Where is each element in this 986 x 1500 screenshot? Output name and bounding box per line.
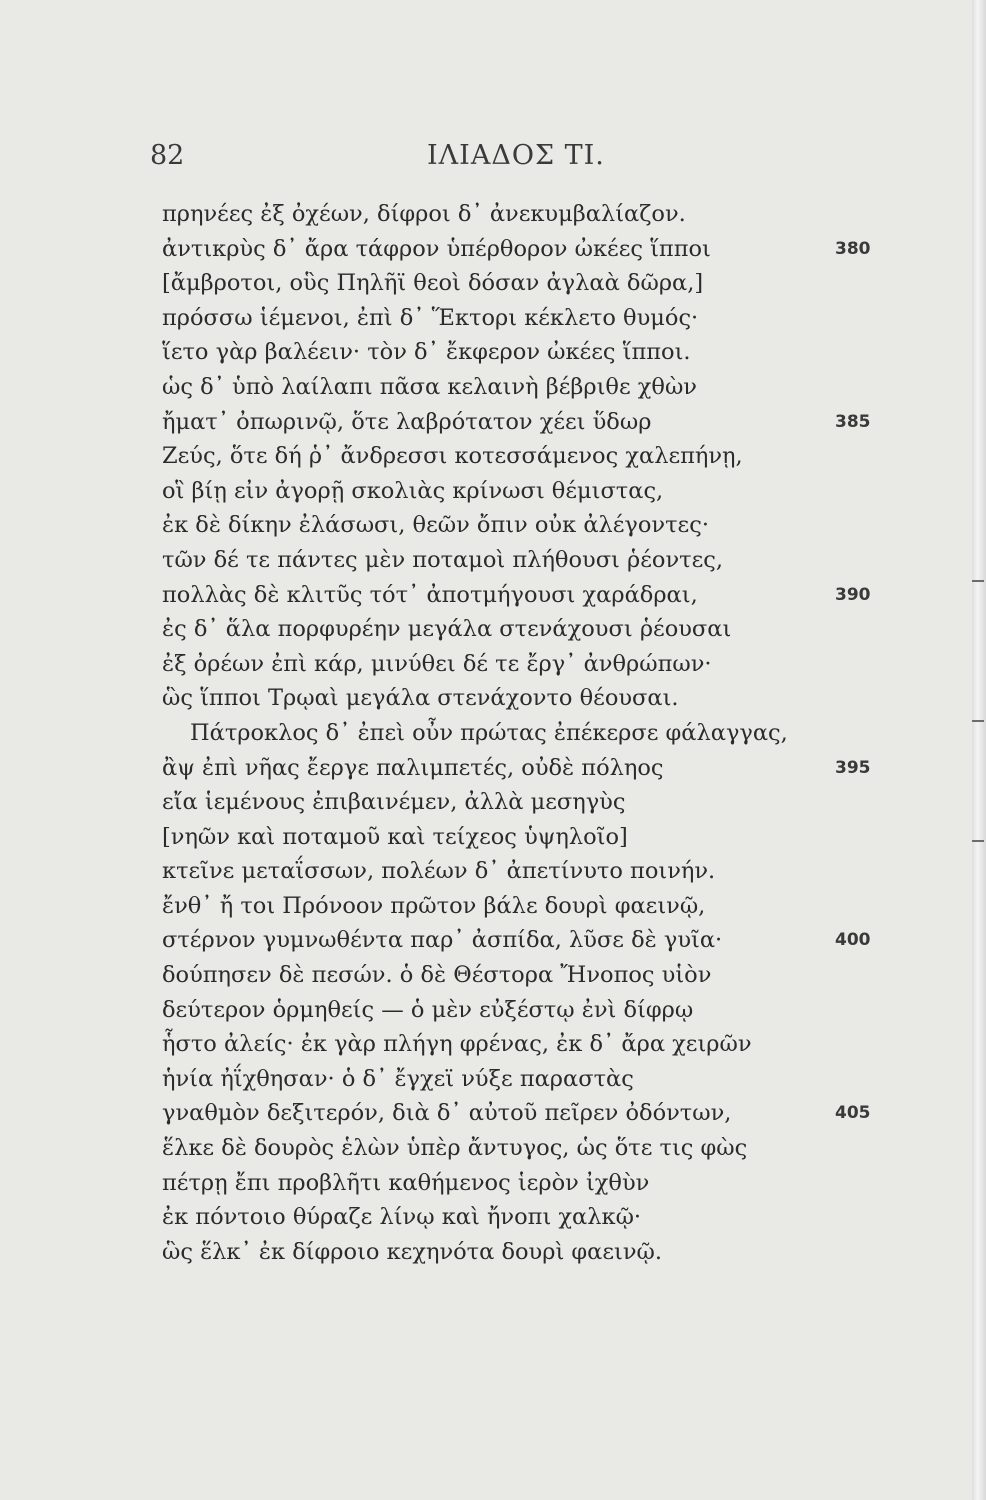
verse-text: ὣς ἕλκ᾽ ἐκ δίφροιο κεχηνότα δουρὶ φαεινῷ. [162,1238,663,1265]
line-number: 405 [835,1103,871,1124]
verse-line [162,197,822,232]
verse-line [162,335,822,370]
verse-line [162,232,871,267]
verse-text: πρόσσω ἱέμενοι, ἐπὶ δ᾽ Ἕκτορι κέκλετο θυμός· [162,304,699,331]
verse-line [162,993,822,1028]
verse-text: ἧστο ἀλείς· ἐκ γὰρ πλήγη φρένας, ἐκ δ᾽ ἄρα χειρῶν [162,1031,752,1058]
verse-line [162,578,871,613]
verse-text: ὡς δ᾽ ὑπὸ λαίλαπι πᾶσα κελαινὴ βέβριθε χθὼν [162,373,697,400]
verse-line [162,1131,822,1166]
verse-line [162,1062,822,1097]
verse-text: κτεῖνε μεταΐσσων, πολέων δ᾽ ἀπετίνυτο ποινήν. [162,858,716,885]
verse-line [162,716,822,751]
verse-text: ἐς δ᾽ ἅλα πορφυρέην μεγάλα στενάχουσι ῥέουσαι [162,616,732,643]
verse-text: ἤματ᾽ ὀπωρινῷ, ὅτε λαβρότατον χέει ὕδωρ [162,408,652,435]
verse-text: πρηνέες ἐξ ὀχέων, δίφροι δ᾽ ἀνεκυμβαλίαζον. [162,201,686,227]
verse-text: Ζεύς, ὅτε δή ῥ᾽ ἄνδρεσσι κοτεσσάμενος χαλεπήνῃ, [162,443,743,470]
verse-text: ὣς ἵπποι Τρῳαὶ μεγάλα στενάχοντο θέουσαι. [162,685,679,712]
verse-line [162,370,822,405]
verse-line [162,439,822,474]
verse-text: ἐκ πόντοιο θύραζε λίνῳ καὶ ἤνοπι χαλκῷ· [162,1204,642,1231]
verse-line [162,508,822,543]
verse-text: ἐκ δὲ δίκην ἐλάσωσι, θεῶν ὄπιν οὐκ ἀλέγοντες· [162,512,709,539]
line-number: 395 [835,757,871,778]
verse-text: δούπησεν δὲ πεσών. ὁ δὲ Θέστορα Ἤνοπος υἱὸν [162,962,712,989]
verse-line [162,301,822,336]
verse-text: ἐξ ὀρέων ἐπὶ κάρ, μινύθει δέ τε ἔργ᾽ ἀνθρώπων· [162,650,712,677]
verse-text: ἕλκε δὲ δουρὸς ἑλὼν ὑπὲρ ἄντυγος, ὡς ὅτε τις φὼς [162,1135,748,1162]
verse-text: πέτρῃ ἔπι προβλῆτι καθήμενος ἱερὸν ἰχθὺν [162,1169,650,1196]
verse-text: στέρνον γυμνωθέντα παρ᾽ ἀσπίδα, λῦσε δὲ γυῖα· [162,927,723,954]
line-number: 380 [835,238,871,259]
verse-line [162,1200,822,1235]
verse-line [162,958,822,993]
verse-text: πολλὰς δὲ κλιτῦς τότ᾽ ἀποτμήγουσι χαράδραι, [162,581,698,608]
verse-line [162,1027,822,1062]
running-title: ΙΛΙΑΔΟΣ ΤΙ. [427,140,605,171]
verse-text: ἵετο γὰρ βαλέειν· τὸν δ᾽ ἔκφερον ὠκέες ἵπποι. [162,339,691,366]
verse-text: εἴα ἱεμένους ἐπιβαινέμεν, ἀλλὰ μεσηγὺς [162,789,626,816]
verse-line [162,612,822,647]
verse-line [162,785,822,820]
verse-line [162,889,822,924]
verse-text: γναθμὸν δεξιτερόν, διὰ δ᾽ αὐτοῦ πεῖρεν ὀδόντων, [162,1100,732,1127]
verse-text: τῶν δέ τε πάντες μὲν ποταμοὶ πλήθουσι ῥέοντες, [162,546,723,573]
verse-line [162,751,871,786]
line-number: 385 [835,411,871,432]
verse-text: ἡνία ἠΐχθησαν· ὁ δ᾽ ἔγχεϊ νύξε παραστὰς [162,1065,634,1092]
line-number: 400 [835,930,871,951]
verse-line [162,266,822,301]
verse-text: δεύτερον ὁρμηθείς — ὁ μὲν εὐξέστῳ ἐνὶ δίφρῳ [162,996,694,1023]
verse-line [162,474,822,509]
verse-text: οἳ βίῃ εἰν ἀγορῇ σκολιὰς κρίνωσι θέμιστας, [162,477,664,504]
edge-mark [972,840,984,842]
verse-text: ἀντικρὺς δ᾽ ἄρα τάφρον ὑπέρθορον ὠκέες ἵπποι [162,235,711,262]
verse-line [162,681,822,716]
verse-block [162,197,871,1269]
verse-text: [ἄμβροτοι, οὓς Πηλῆϊ θεοὶ δόσαν ἀγλαὰ δῶρα,] [162,270,704,297]
verse-text: Πάτροκλος δ᾽ ἐπεὶ οὖν πρώτας ἐπέκερσε φάλαγγας, [190,719,788,746]
page-edge [972,0,986,1500]
edge-mark [972,720,984,722]
page-number: 82 [150,140,185,171]
verse-line [162,647,822,682]
verse-line [162,1235,822,1270]
line-number: 390 [835,584,871,605]
page-header [150,140,790,180]
verse-line [162,1166,822,1201]
edge-mark [972,580,984,582]
verse-line [162,820,822,855]
verse-line [162,1096,871,1131]
verse-line [162,923,871,958]
verse-line [162,543,822,578]
verse-text: ἂψ ἐπὶ νῆας ἔεργε παλιμπετές, οὐδὲ πόληος [162,754,664,781]
verse-line [162,405,871,440]
verse-line [162,854,822,889]
verse-text: [νηῶν καὶ ποταμοῦ καὶ τείχεος ὑψηλοῖο] [162,823,628,850]
verse-text: ἔνθ᾽ ἤ τοι Πρόνοον πρῶτον βάλε δουρὶ φαεινῷ, [162,892,706,919]
